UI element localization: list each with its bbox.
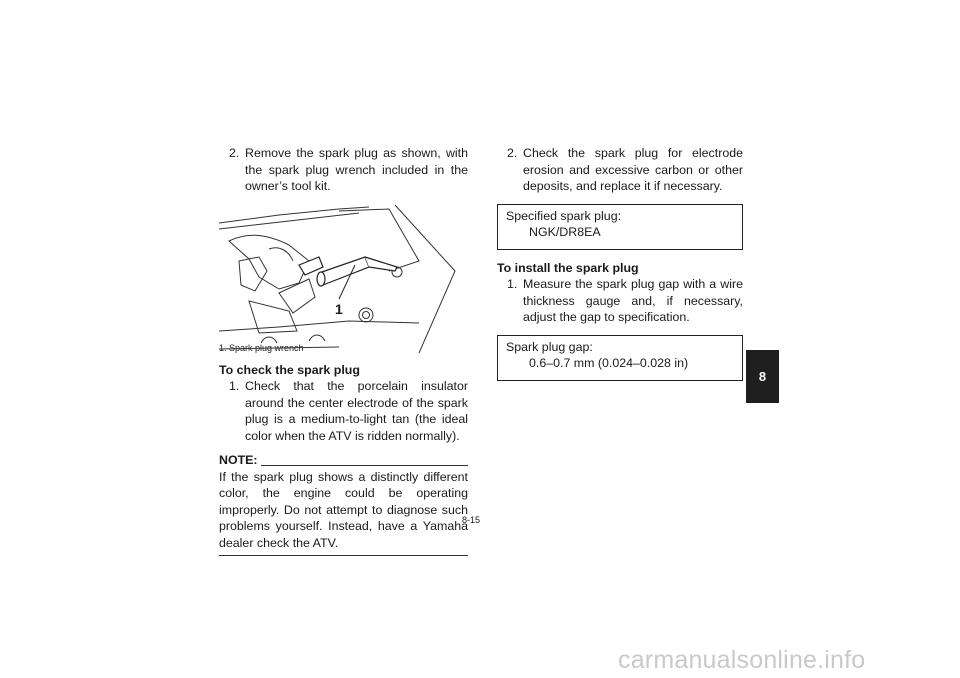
engine-line-drawing (219, 201, 468, 353)
chapter-tab: 8 (746, 350, 779, 403)
spark-plug-spec-box (497, 204, 743, 250)
check-heading: To check the spark plug (219, 362, 360, 377)
spec-value: 0.6–0.7 mm (0.024–0.028 in) (529, 356, 689, 370)
spark-plug-gap-box (497, 335, 743, 381)
step-text: Remove the spark plug as shown, with the spark plug wrench included in the owner’s tool kit. (245, 146, 468, 193)
note-text: If the spark plug shows a distinctly different color, the engine could be operating improperly. Do not attempt to diagnose such problems yourself. Instead, have a Yamaha dealer check the ATV. (219, 469, 468, 557)
left-column (219, 145, 468, 556)
watermark: carmanualsonline.info (618, 646, 866, 674)
step-text: Check that the porcelain insulator around the center electrode of the spark plug is a medium-to-light tan (the ideal color when the ATV is ridden normally). (245, 379, 468, 443)
measure-step (497, 276, 743, 326)
figure-caption: 1. Spark plug wrench (219, 342, 304, 353)
inspect-step (497, 145, 743, 195)
note-label: NOTE: (219, 453, 258, 467)
spec-label: Specified spark plug: (506, 208, 622, 223)
step-number: 2. (229, 146, 240, 160)
check-step (219, 378, 468, 444)
remove-step (219, 145, 468, 195)
spec-value: NGK/DR8EA (529, 225, 601, 239)
step-number: 1. (507, 277, 518, 291)
step-number: 2. (507, 146, 518, 160)
spec-label: Spark plug gap: (506, 339, 593, 354)
note-rule (261, 465, 468, 466)
step-text: Check the spark plug for electrode erosion and excessive carbon or other deposits, and replace it if necessary. (523, 146, 743, 193)
step-text: Measure the spark plug gap with a wire thickness gauge and, if necessary, adjust the gap to specification. (523, 277, 743, 324)
spark-plug-wrench-illustration (219, 201, 468, 353)
note-box (219, 452, 468, 556)
right-column (497, 145, 743, 391)
page-number: 8-15 (462, 515, 481, 525)
callout-number: 1 (335, 300, 343, 317)
note-header (219, 452, 468, 469)
step-number: 1. (229, 379, 240, 393)
install-heading: To install the spark plug (497, 260, 639, 275)
